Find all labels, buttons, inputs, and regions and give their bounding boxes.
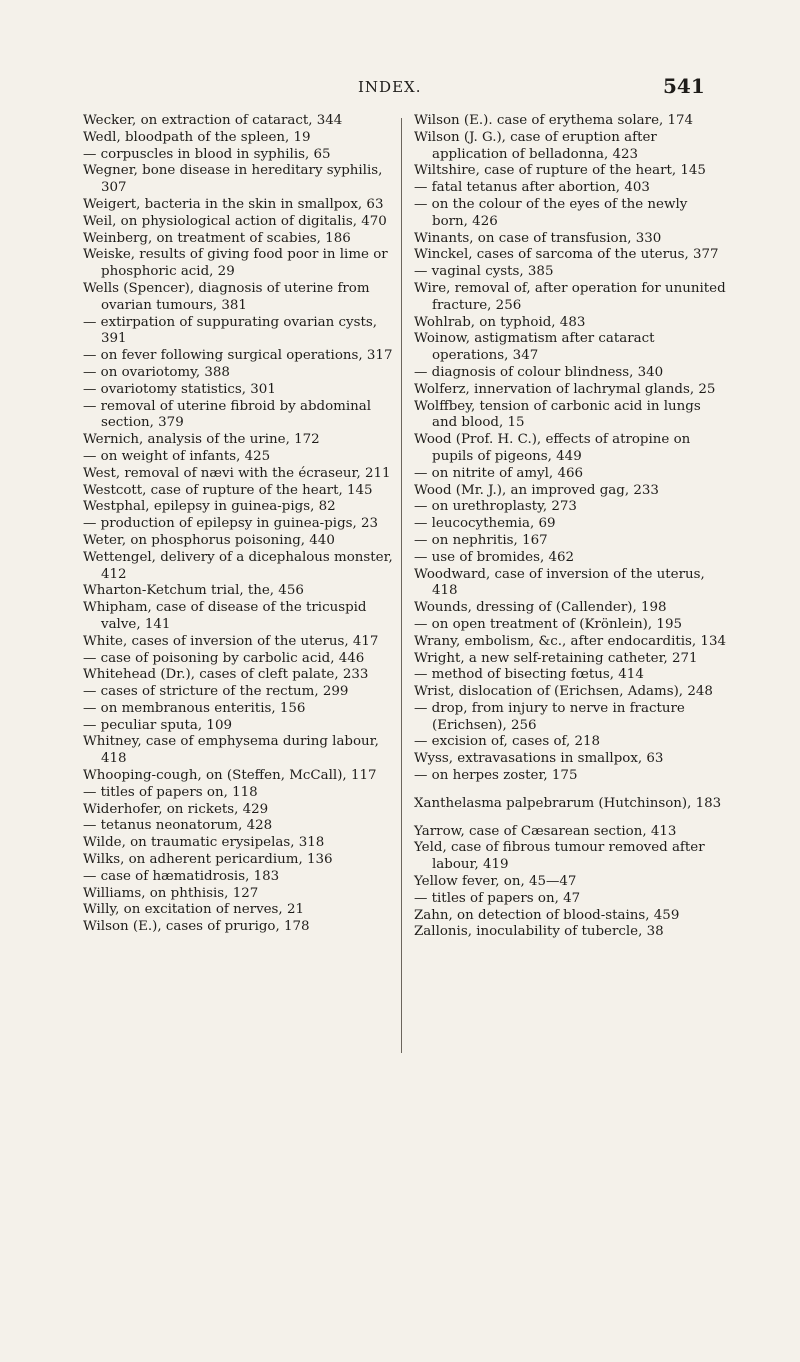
index-entry: West, removal of nævi with the écraseur, 211 — [83, 465, 391, 481]
index-entry: Wood (Prof. H. C.), effects of atropine on pupils of pigeons, 449 — [414, 432, 691, 464]
index-entry: — use of bromides, 462 — [414, 549, 575, 565]
index-entry: — diagnosis of colour blindness, 340 — [414, 364, 664, 380]
index-entry: — peculiar sputa, 109 — [83, 717, 232, 733]
index-entry: Woinow, astigmatism after cataract operations, 347 — [414, 331, 655, 364]
index-entry: Wilks, on adherent pericardium, 136 — [83, 852, 333, 868]
index-entry: Widerhofer, on rickets, 429 — [83, 801, 269, 817]
index-entry: Woodward, case of inversion of the uterus, 418 — [414, 566, 705, 599]
index-entry: Wilson (E.). case of erythema solare, 174 — [414, 113, 694, 128]
index-entry: Wounds, dressing of (Callender), 198 — [414, 600, 667, 616]
index-entry: Whitney, case of emphysema during labour, 418 — [83, 734, 379, 767]
index-entry: Williams, on phthisis, 127 — [83, 885, 259, 901]
index-entry: Winckel, cases of sarcoma of the uterus, 377 — [414, 247, 719, 263]
index-entry: Wood (Mr. J.), an improved gag, 233 — [414, 482, 659, 498]
index-entry: — case of hæmatidrosis, 183 — [83, 868, 280, 884]
index-entry: Wettengel, delivery of a dicephalous monster, 412 — [83, 549, 393, 582]
index-entry: — corpuscles in blood in syphilis, 65 — [83, 146, 331, 162]
index-entry: — on fever following surgical operations, 317 — [83, 348, 393, 364]
index-entry: — leucocythemia, 69 — [414, 516, 556, 532]
index-entry: White, cases of inversion of the uterus, 417 — [83, 633, 379, 649]
index-entry: — on weight of infants, 425 — [83, 448, 271, 464]
index-entry: — extirpation of suppurating ovarian cysts, 391 — [83, 314, 377, 347]
index-entry: Wells (Spencer), diagnosis of uterine from ovarian tumours, 381 — [83, 280, 370, 313]
index-entry: Wrany, embolism, &c., after endocarditis, 134 — [414, 633, 726, 649]
index-entry: — on open treatment of (Krönlein), 195 — [414, 616, 682, 632]
index-entry: — excision of, cases of, 218 — [414, 734, 601, 750]
index-entry: Westphal, epilepsy in guinea-pigs, 82 — [83, 499, 336, 515]
right-index-column — [414, 113, 726, 941]
index-entry: Yellow fever, on, 45—47 — [414, 874, 577, 890]
index-entry: Weigert, bacteria in the skin in smallpox, 63 — [83, 196, 384, 212]
index-entry: Wiltshire, case of rupture of the heart, 145 — [414, 163, 706, 179]
index-entry: Weiske, results of giving food poor in lime or phosphoric acid, 29 — [83, 247, 388, 280]
index-entry: Zallonis, inoculability of tubercle, 38 — [414, 924, 664, 940]
index-entry: Whitehead (Dr.), cases of cleft palate, 233 — [83, 667, 369, 683]
index-entry: Winants, on case of transfusion, 330 — [414, 230, 662, 246]
index-entry: — on membranous enteritis, 156 — [83, 700, 306, 716]
index-entry: — drop, from injury to nerve in fracture (Erichsen), 256 — [414, 700, 685, 733]
index-entry: Wilde, on traumatic erysipelas, 318 — [83, 835, 325, 851]
index-entry: Wolffbey, tension of carbonic acid in lungs and blood, 15 — [414, 398, 701, 431]
index-entry: — case of poisoning by carbolic acid, 446 — [83, 650, 365, 666]
index-entry: Zahn, on detection of blood-stains, 459 — [414, 907, 680, 923]
index-entry: — vaginal cysts, 385 — [414, 264, 554, 280]
index-entry: Wolferz, innervation of lachrymal glands, 25 — [414, 381, 716, 397]
index-entry: Willy, on excitation of nerves, 21 — [83, 902, 304, 918]
page-number: 541 — [663, 74, 705, 98]
index-entry: Wecker, on extraction of cataract, 344 — [83, 113, 343, 128]
running-head: INDEX. — [358, 78, 422, 96]
index-entry: Wilson (E.), cases of prurigo, 178 — [83, 919, 310, 935]
index-entry: — on nitrite of amyl, 466 — [414, 465, 583, 481]
left-index-column — [83, 113, 395, 936]
index-entry: — fatal tetanus after abortion, 403 — [414, 180, 650, 196]
index-entry: Xanthelasma palpebrarum (Hutchinson), 183 — [414, 795, 722, 811]
index-entry: Wedl, bloodpath of the spleen, 19 — [83, 129, 311, 145]
index-entry: Weter, on phosphorus poisoning, 440 — [83, 532, 335, 548]
index-entry: Whipham, case of disease of the tricuspid valve, 141 — [83, 600, 367, 632]
index-entry: Wharton-Ketchum trial, the, 456 — [83, 583, 304, 599]
index-entry: Westcott, case of rupture of the heart, 145 — [83, 482, 373, 498]
index-entry: Wright, a new self-retaining catheter, 271 — [414, 650, 698, 666]
page-header — [0, 72, 800, 112]
index-entry: — on herpes zoster, 175 — [414, 768, 578, 784]
index-entry: — on urethroplasty, 273 — [414, 499, 577, 515]
index-entry: Wernich, analysis of the urine, 172 — [83, 432, 320, 448]
index-entry: Weinberg, on treatment of scabies, 186 — [83, 230, 351, 246]
index-entry: Wilson (J. G.), case of eruption after application of belladonna, 423 — [414, 129, 657, 162]
index-entry: — method of bisecting fœtus, 414 — [414, 667, 644, 683]
index-entry: — on nephritis, 167 — [414, 532, 548, 548]
column-divider — [401, 118, 402, 1053]
index-entry: — removal of uterine fibroid by abdominal section, 379 — [83, 398, 372, 431]
index-entry: — tetanus neonatorum, 428 — [83, 818, 273, 834]
index-entry: — on ovariotomy, 388 — [83, 364, 230, 380]
index-entry: Wegner, bone disease in hereditary syphilis, 307 — [83, 163, 383, 196]
index-entry: Wrist, dislocation of (Erichsen, Adams), 248 — [414, 684, 713, 700]
index-entry: — titles of papers on, 47 — [414, 890, 581, 906]
index-entry: Wyss, extravasations in smallpox, 63 — [414, 751, 664, 767]
index-entry: — on the colour of the eyes of the newly born, 426 — [414, 196, 688, 229]
index-entry: — titles of papers on, 118 — [83, 784, 258, 800]
index-entry: Weil, on physiological action of digitalis, 470 — [83, 213, 387, 229]
index-entry: Wohlrab, on typhoid, 483 — [414, 314, 586, 330]
index-entry: — cases of stricture of the rectum, 299 — [83, 684, 349, 700]
index-entry: Yarrow, case of Cæsarean section, 413 — [414, 823, 677, 839]
index-entry: Wire, removal of, after operation for ununited fracture, 256 — [414, 280, 726, 313]
index-entry: — ovariotomy statistics, 301 — [83, 381, 276, 397]
index-entry: Yeld, case of fibrous tumour removed after labour, 419 — [414, 840, 705, 873]
index-entry: Whooping-cough, on (Steffen, McCall), 117 — [83, 768, 377, 784]
index-entry: — production of epilepsy in guinea-pigs, 23 — [83, 516, 379, 532]
